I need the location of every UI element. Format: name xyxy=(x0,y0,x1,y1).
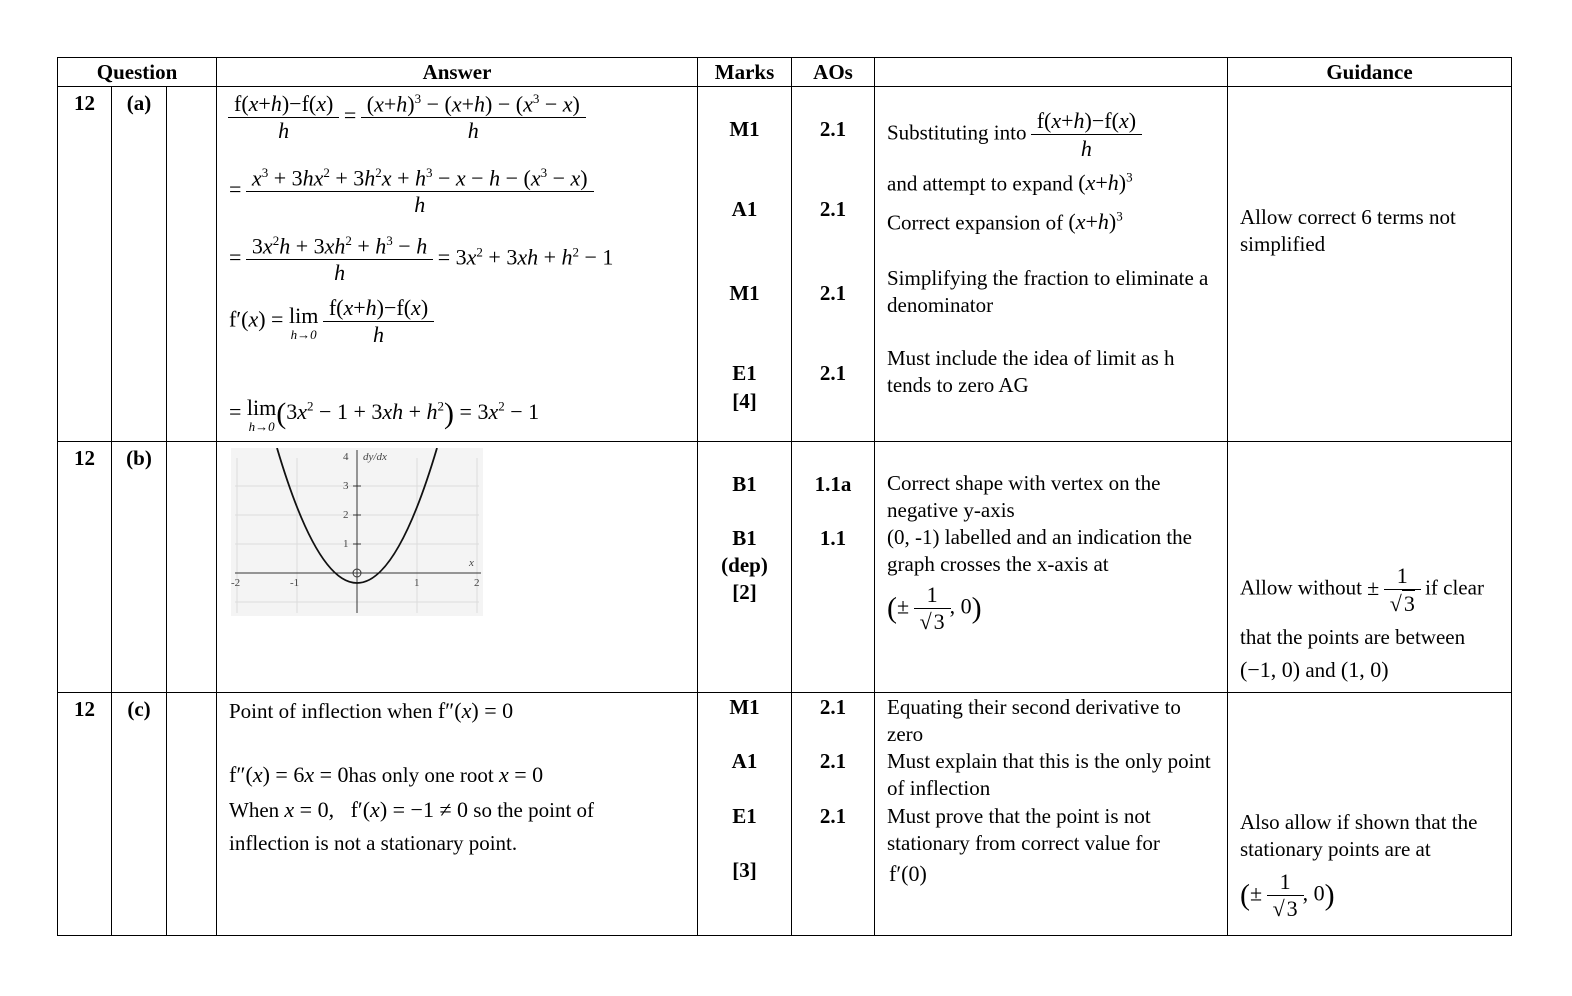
mark-total: [4] xyxy=(732,389,757,413)
ao-label: 2.1 xyxy=(819,749,847,773)
sub-part-cell xyxy=(167,87,217,442)
mark-label: E1 xyxy=(732,361,757,385)
y-tick-label: 2 xyxy=(343,509,349,521)
mark-label: B1 xyxy=(732,526,757,550)
header-blank xyxy=(875,58,1228,87)
y-axis-label: dy/dx xyxy=(363,451,387,463)
equation-5: = lim h→0 $(3x^2 - 1 + 3xh + h^2) = 3x^2 - 1$ xyxy=(229,395,540,434)
note-text: (0, -1) labelled and an indication the graph crosses the x-axis at xyxy=(887,525,1192,576)
answer-text: inflection is not a stationary point. xyxy=(229,831,518,855)
marks-cell xyxy=(698,693,792,936)
table-row xyxy=(58,693,1512,936)
y-tick-label: 1 xyxy=(343,538,349,550)
guidance-text: Also allow if shown that the stationary points are at xyxy=(1240,810,1478,861)
note-text: Simplifying the fraction to eliminate a denominator xyxy=(887,266,1209,317)
mark-label: B1 xyxy=(732,472,757,496)
guidance-cell xyxy=(1228,693,1512,936)
sub-part-cell xyxy=(167,693,217,936)
y-tick-label: 3 xyxy=(343,480,349,492)
mark-scheme-table xyxy=(57,57,1512,936)
note-text: Correct expansion of $(x+h)^3$ xyxy=(887,209,1123,235)
notes-cell xyxy=(875,693,1228,936)
equation-1: $\frac{f(x+h)-f(x)}{h}$ = $\frac{(x+h)^3 - (x+h) - (x^3 - x)}{h}$ xyxy=(229,91,585,144)
question-number: 12 xyxy=(58,442,112,693)
x-tick-label: 1 xyxy=(414,577,420,589)
ao-label: 1.1 xyxy=(819,526,847,550)
answer-text: Point of inflection when f″(x) = 0 xyxy=(229,698,514,723)
x-axis-label: x xyxy=(469,557,474,569)
guidance-text: (−1, 0) and (1, 0) xyxy=(1240,657,1389,682)
table-row xyxy=(58,87,1512,442)
answer-text: f″(x) = 6x = 0has only one root x = 0 xyxy=(229,762,544,787)
mark-label: (dep) xyxy=(721,553,768,577)
note-formula: (± $\frac{1}{√3}$ , 0) xyxy=(887,582,982,634)
ao-label: 2.1 xyxy=(819,361,847,385)
mark-label: M1 xyxy=(729,695,760,719)
x-tick-label: -1 xyxy=(290,577,300,589)
equation-4: f′(x) = lim h→0 $\frac{f(x+h)-f(x)}{h}$ xyxy=(229,295,433,348)
derivative-graph xyxy=(231,448,483,616)
header-question: Question xyxy=(58,58,217,87)
mark-label: E1 xyxy=(732,804,757,828)
question-number: 12 xyxy=(58,693,112,936)
mark-label: M1 xyxy=(729,117,760,141)
question-part: (c) xyxy=(112,693,167,936)
x-tick-label: 2 xyxy=(474,577,480,589)
notes-cell xyxy=(875,87,1228,442)
answer-cell xyxy=(217,693,698,936)
header-answer: Answer xyxy=(217,58,698,87)
marks-cell xyxy=(698,87,792,442)
note-formula: f′(0) xyxy=(889,861,927,886)
guidance-text: Allow correct 6 terms not simplified xyxy=(1240,205,1456,256)
notes-cell xyxy=(875,442,1228,693)
note-text: Must prove that the point is not stationary from correct value for xyxy=(887,804,1160,855)
equation-2: = $\frac{x^3 + 3hx^2 + 3h^2x + h^3 - x - h - (x^3 - x)}{h}$ xyxy=(229,165,593,218)
question-part: (b) xyxy=(112,442,167,693)
guidance-cell xyxy=(1228,87,1512,442)
guidance-text: that the points are between xyxy=(1240,625,1466,649)
ao-label: 2.1 xyxy=(819,117,847,141)
answer-cell xyxy=(217,87,698,442)
mark-label: A1 xyxy=(731,749,758,773)
aos-cell xyxy=(792,693,875,936)
mark-total: [2] xyxy=(732,580,757,604)
x-tick-label: -2 xyxy=(231,577,241,589)
y-tick-label: 4 xyxy=(343,451,349,463)
guidance-cell xyxy=(1228,442,1512,693)
guidance-text: Allow without ± $\frac{1}{√3}$ if clear xyxy=(1240,563,1484,616)
note-text: Must include the idea of limit as h tends to zero AG xyxy=(887,346,1175,397)
guidance-formula: (± $\frac{1}{√3}$ , 0) xyxy=(1240,869,1335,921)
header-aos: AOs xyxy=(792,58,875,87)
mark-label: M1 xyxy=(729,281,760,305)
sub-part-cell xyxy=(167,442,217,693)
ao-label: 2.1 xyxy=(819,197,847,221)
ao-label: 2.1 xyxy=(819,695,847,719)
table-row xyxy=(58,442,1512,693)
aos-cell xyxy=(792,442,875,693)
ao-label: 2.1 xyxy=(819,281,847,305)
marks-cell xyxy=(698,442,792,693)
mark-total: [3] xyxy=(732,858,757,882)
question-number: 12 xyxy=(58,87,112,442)
mark-label: A1 xyxy=(731,197,758,221)
question-part: (a) xyxy=(112,87,167,442)
note-text: Correct shape with vertex on the negative y-axis xyxy=(887,471,1161,522)
note-text: Equating their second derivative to zero xyxy=(887,695,1181,746)
note-text: Substituting into $\frac{f(x+h)-f(x)}{h}$ xyxy=(887,107,1141,162)
aos-cell xyxy=(792,87,875,442)
note-text: and attempt to expand $(x+h)^3$ xyxy=(887,170,1133,196)
ao-label: 1.1a xyxy=(814,472,852,496)
note-text: Must explain that this is the only point of inflection xyxy=(887,749,1211,800)
header-marks: Marks xyxy=(698,58,792,87)
ao-label: 2.1 xyxy=(819,804,847,828)
answer-cell xyxy=(217,442,698,693)
equation-3: = $\frac{3x^2h + 3xh^2 + h^3 - h}{h}$ = $3x^2 + 3xh + h^2 - 1$ xyxy=(229,233,614,286)
header-guidance: Guidance xyxy=(1228,58,1512,87)
answer-text: When x = 0, f′(x) = −1 ≠ 0 so the point of xyxy=(229,797,595,822)
